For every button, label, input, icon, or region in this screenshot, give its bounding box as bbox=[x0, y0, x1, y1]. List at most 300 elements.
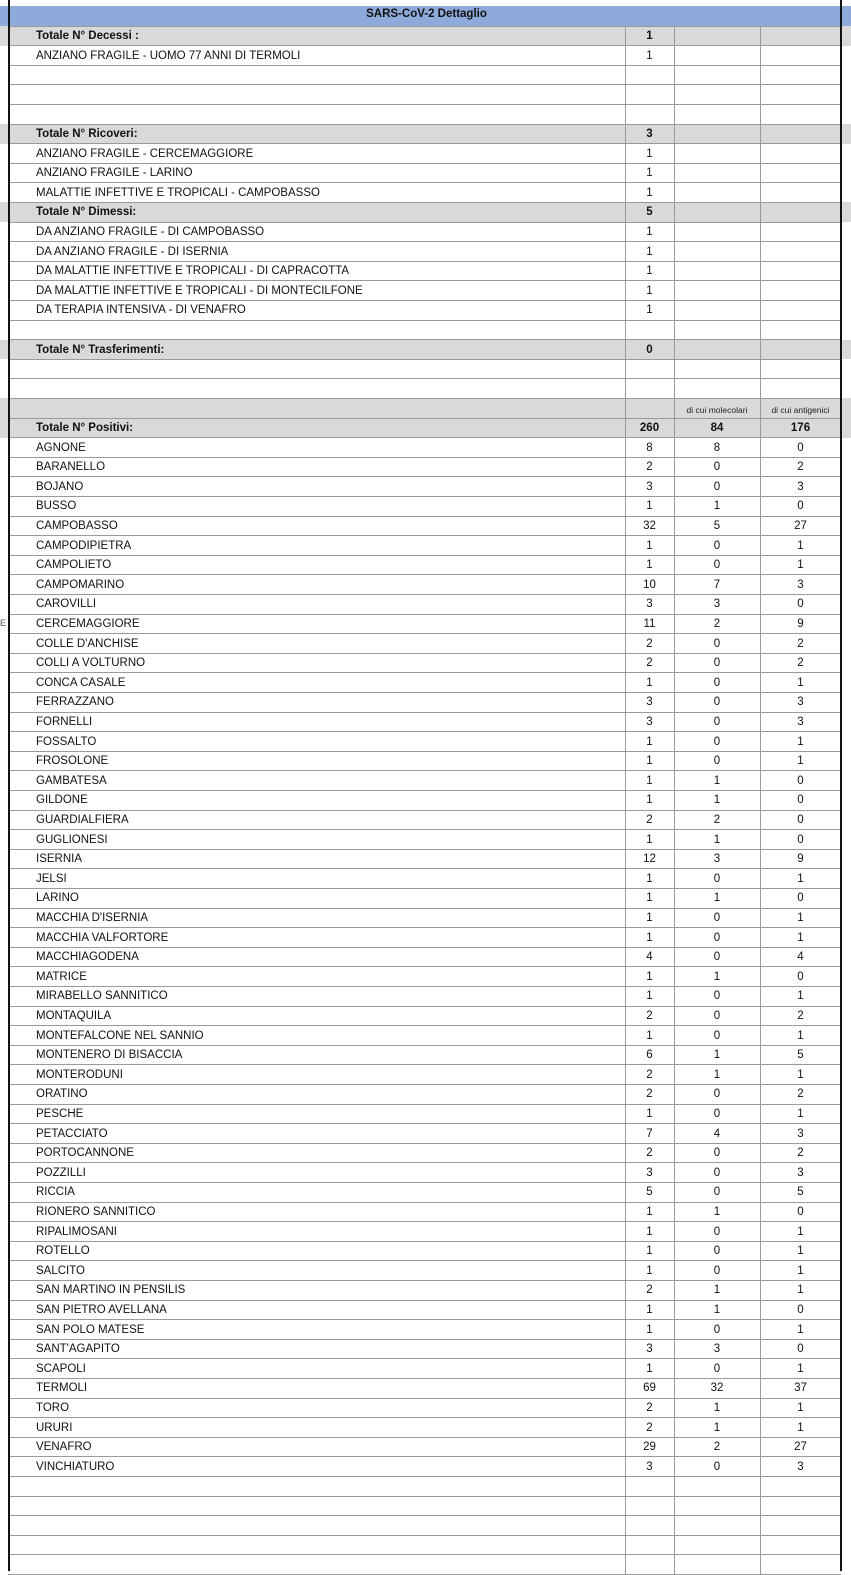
molecular-count: 1 bbox=[713, 1304, 721, 1316]
molecular-count: 0 bbox=[713, 735, 721, 748]
molecular-column-header: di cui molecolari bbox=[686, 405, 748, 416]
positives-count: 1 bbox=[646, 912, 653, 924]
hospitalized-row-count: 1 bbox=[646, 186, 653, 199]
molecular-count: 3 bbox=[713, 1343, 721, 1356]
molecular-count: 0 bbox=[713, 716, 721, 728]
row-divider bbox=[8, 202, 841, 203]
molecular-count: 1 bbox=[713, 1284, 721, 1297]
antigenic-count: 0 bbox=[797, 1304, 804, 1316]
row-divider bbox=[8, 653, 841, 654]
molecular-count: 2 bbox=[713, 814, 721, 826]
row-divider bbox=[8, 496, 841, 497]
row-divider bbox=[8, 437, 841, 438]
antigenic-count: 1 bbox=[797, 676, 804, 689]
molecular-count: 0 bbox=[713, 1264, 721, 1277]
molecular-count: 8 bbox=[713, 441, 721, 454]
row-divider bbox=[8, 1437, 841, 1438]
positives-count: 1 bbox=[646, 539, 653, 552]
municipality-name: CONCA CASALE bbox=[36, 676, 126, 689]
positives-count: 2 bbox=[646, 1088, 653, 1101]
antigenic-count: 0 bbox=[797, 833, 804, 846]
molecular-count: 3 bbox=[713, 598, 721, 611]
positives-count: 29 bbox=[643, 1441, 656, 1454]
row-divider bbox=[8, 163, 841, 164]
antigenic-count: 1 bbox=[797, 912, 804, 924]
molecular-count: 0 bbox=[713, 1186, 721, 1199]
positives-count: 1 bbox=[646, 970, 653, 983]
municipality-name: CERCEMAGGIORE bbox=[36, 618, 140, 630]
molecular-count: 1 bbox=[713, 1049, 721, 1062]
antigenic-count: 5 bbox=[797, 1186, 804, 1199]
municipality-name: MACCHIAGODENA bbox=[36, 951, 139, 964]
positives-count: 3 bbox=[646, 1460, 653, 1473]
antigenic-count: 1 bbox=[797, 1225, 804, 1238]
antigenic-column-header: di cui antigenici bbox=[771, 405, 830, 416]
molecular-count: 1 bbox=[713, 500, 721, 513]
row-divider bbox=[8, 1300, 841, 1301]
row-divider bbox=[8, 829, 841, 830]
positives-count: 2 bbox=[646, 1068, 653, 1081]
positives-count: 1 bbox=[646, 794, 653, 807]
municipality-name: CAMPOLIETO bbox=[36, 559, 112, 572]
positives-count: 1 bbox=[646, 1108, 653, 1120]
molecular-count: 0 bbox=[713, 676, 721, 689]
discharged-row-label: DA MALATTIE INFETTIVE E TROPICALI - DI CAPRACOTTA bbox=[36, 265, 350, 278]
molecular-count: 0 bbox=[713, 657, 721, 670]
discharged-row-label: DA TERAPIA INTENSIVA - DI VENAFRO bbox=[36, 304, 246, 317]
municipality-name: GILDONE bbox=[36, 794, 88, 807]
molecular-count: 0 bbox=[713, 1166, 721, 1179]
positives-count: 1 bbox=[646, 676, 653, 689]
municipality-name: CAMPOMARINO bbox=[36, 578, 125, 591]
positives-count: 1 bbox=[646, 559, 653, 572]
molecular-count: 0 bbox=[713, 990, 721, 1003]
discharged-total-value: 5 bbox=[646, 206, 653, 219]
municipality-name: SALCITO bbox=[36, 1264, 85, 1277]
molecular-count: 1 bbox=[713, 1206, 721, 1218]
molecular-count: 0 bbox=[713, 912, 721, 924]
municipality-name: POZZILLI bbox=[36, 1166, 86, 1179]
row-divider bbox=[8, 1045, 841, 1046]
municipality-name: SANT'AGAPITO bbox=[36, 1343, 120, 1356]
row-divider bbox=[8, 1064, 841, 1065]
municipality-name: TERMOLI bbox=[36, 1382, 88, 1395]
antigenic-count: 1 bbox=[797, 1402, 804, 1414]
discharged-row-count: 1 bbox=[646, 304, 653, 317]
molecular-count: 2 bbox=[713, 1441, 721, 1454]
municipality-name: GUGLIONESI bbox=[36, 833, 108, 846]
positives-count: 6 bbox=[646, 1049, 653, 1062]
positives-count: 1 bbox=[646, 1264, 653, 1277]
molecular-count: 4 bbox=[713, 1127, 721, 1140]
municipality-name: RICCIA bbox=[36, 1186, 75, 1199]
antigenic-count: 2 bbox=[797, 1147, 804, 1160]
molecular-count: 7 bbox=[713, 578, 721, 591]
positives-total-value: 260 bbox=[639, 422, 660, 434]
municipality-name: RIPALIMOSANI bbox=[36, 1225, 117, 1238]
row-divider bbox=[8, 359, 841, 360]
municipality-name: ORATINO bbox=[36, 1088, 88, 1101]
positives-count: 7 bbox=[646, 1127, 653, 1140]
molecular-count: 0 bbox=[713, 872, 721, 885]
antigenic-count: 0 bbox=[797, 892, 804, 905]
row-divider bbox=[8, 633, 841, 634]
municipality-name: SAN PIETRO AVELLANA bbox=[36, 1304, 167, 1316]
row-divider bbox=[8, 1006, 841, 1007]
positives-count: 3 bbox=[646, 598, 653, 611]
molecular-count: 0 bbox=[713, 951, 721, 964]
row-divider bbox=[8, 1554, 841, 1555]
positives-count: 11 bbox=[643, 618, 656, 630]
positives-count: 1 bbox=[646, 931, 653, 944]
discharged-row-label: DA MALATTIE INFETTIVE E TROPICALI - DI MONTECILFONE bbox=[36, 284, 363, 297]
row-divider bbox=[8, 222, 841, 223]
antigenic-count: 2 bbox=[797, 1088, 804, 1101]
hospitalized-row-count: 1 bbox=[646, 147, 653, 160]
antigenic-count: 3 bbox=[797, 716, 804, 728]
row-divider bbox=[8, 182, 841, 183]
deceased-total-label: Totale N° Decessi : bbox=[36, 30, 139, 42]
molecular-count: 1 bbox=[713, 1421, 721, 1434]
row-divider bbox=[8, 712, 841, 713]
row-divider bbox=[8, 457, 841, 458]
sheet-title: SARS-CoV-2 Dettaglio bbox=[366, 8, 487, 20]
row-divider bbox=[8, 1221, 841, 1222]
row-divider bbox=[8, 1084, 841, 1085]
antigenic-count: 3 bbox=[797, 480, 804, 493]
positives-count: 5 bbox=[646, 1186, 653, 1199]
row-divider bbox=[8, 300, 841, 301]
row-divider bbox=[8, 241, 841, 242]
molecular-count: 32 bbox=[710, 1382, 724, 1395]
row-divider bbox=[8, 1162, 841, 1163]
antigenic-count: 1 bbox=[797, 1284, 804, 1297]
discharged-row-count: 1 bbox=[646, 226, 653, 238]
positives-total-antigenic: 176 bbox=[790, 422, 811, 434]
antigenic-count: 9 bbox=[797, 853, 804, 866]
molecular-count: 0 bbox=[713, 1460, 721, 1473]
positives-count: 1 bbox=[646, 990, 653, 1003]
row-divider bbox=[8, 45, 841, 46]
row-divider bbox=[8, 84, 841, 85]
positives-count: 69 bbox=[643, 1382, 656, 1395]
molecular-count: 1 bbox=[713, 1068, 721, 1081]
discharged-row-count: 1 bbox=[646, 245, 653, 258]
row-divider bbox=[8, 692, 841, 693]
positives-count: 2 bbox=[646, 461, 653, 474]
municipality-name: MATRICE bbox=[36, 970, 87, 983]
row-divider bbox=[8, 261, 841, 262]
municipality-name: TORO bbox=[36, 1402, 70, 1414]
row-divider bbox=[8, 124, 841, 125]
row-divider bbox=[8, 1339, 841, 1340]
municipality-name: MONTENERO DI BISACCIA bbox=[36, 1049, 183, 1062]
municipality-name: FERRAZZANO bbox=[36, 696, 114, 709]
municipality-name: LARINO bbox=[36, 892, 79, 905]
municipality-name: JELSI bbox=[36, 872, 67, 885]
antigenic-count: 3 bbox=[797, 1166, 804, 1179]
row-divider bbox=[8, 1515, 841, 1516]
antigenic-count: 2 bbox=[797, 637, 804, 650]
antigenic-count: 1 bbox=[797, 1108, 804, 1120]
municipality-name: GUARDIALFIERA bbox=[36, 814, 129, 826]
antigenic-count: 9 bbox=[797, 618, 804, 630]
positives-count: 2 bbox=[646, 1402, 653, 1414]
antigenic-count: 0 bbox=[797, 441, 804, 454]
positives-count: 1 bbox=[646, 892, 653, 905]
antigenic-count: 2 bbox=[797, 1010, 804, 1022]
row-divider bbox=[8, 516, 841, 517]
row-divider bbox=[8, 1398, 841, 1399]
row-divider bbox=[8, 908, 841, 909]
row-divider bbox=[8, 614, 841, 615]
positives-count: 1 bbox=[646, 755, 653, 768]
hospitalized-row-count: 1 bbox=[646, 167, 653, 180]
hospitalized-row-label: MALATTIE INFETTIVE E TROPICALI - CAMPOBASSO bbox=[36, 186, 320, 199]
municipality-name: BARANELLO bbox=[36, 461, 106, 474]
municipality-name: BUSSO bbox=[36, 500, 77, 513]
antigenic-count: 1 bbox=[797, 559, 804, 572]
positives-count: 1 bbox=[646, 872, 653, 885]
row-divider bbox=[8, 1535, 841, 1536]
municipality-name: VENAFRO bbox=[36, 1441, 92, 1454]
positives-count: 2 bbox=[646, 1284, 653, 1297]
molecular-count: 0 bbox=[713, 1362, 721, 1375]
row-divider bbox=[8, 1378, 841, 1379]
molecular-count: 1 bbox=[713, 1402, 721, 1414]
positives-count: 1 bbox=[646, 774, 653, 787]
row-divider bbox=[8, 1182, 841, 1183]
municipality-name: VINCHIATURO bbox=[36, 1460, 115, 1473]
row-divider bbox=[8, 143, 841, 144]
molecular-count: 0 bbox=[713, 1010, 721, 1022]
row-divider bbox=[8, 104, 841, 105]
row-divider bbox=[8, 1476, 841, 1477]
row-divider bbox=[8, 535, 841, 536]
antigenic-count: 1 bbox=[797, 1421, 804, 1434]
municipality-name: SAN POLO MATESE bbox=[36, 1323, 145, 1336]
antigenic-count: 2 bbox=[797, 461, 804, 474]
municipality-name: GAMBATESA bbox=[36, 774, 107, 787]
antigenic-count: 5 bbox=[797, 1049, 804, 1062]
municipality-name: AGNONE bbox=[36, 441, 86, 454]
positives-count: 1 bbox=[646, 1245, 653, 1258]
molecular-count: 0 bbox=[713, 1323, 721, 1336]
antigenic-count: 1 bbox=[797, 1029, 804, 1042]
antigenic-count: 3 bbox=[797, 578, 804, 591]
municipality-name: CAMPODIPIETRA bbox=[36, 539, 132, 552]
molecular-count: 1 bbox=[713, 970, 721, 983]
row-divider bbox=[8, 26, 841, 27]
positives-count: 2 bbox=[646, 1421, 653, 1434]
municipality-name: SCAPOLI bbox=[36, 1362, 86, 1375]
antigenic-count: 1 bbox=[797, 735, 804, 748]
row-divider bbox=[8, 1456, 841, 1457]
transfers-total-label: Totale N° Trasferimenti: bbox=[36, 343, 165, 356]
antigenic-count: 1 bbox=[797, 1362, 804, 1375]
row-divider bbox=[8, 1319, 841, 1320]
row-divider bbox=[8, 280, 841, 281]
positives-count: 1 bbox=[646, 1304, 653, 1316]
municipality-name: COLLI A VOLTURNO bbox=[36, 657, 146, 670]
antigenic-count: 0 bbox=[797, 1343, 804, 1356]
row-divider bbox=[8, 320, 841, 321]
antigenic-count: 4 bbox=[797, 951, 804, 964]
molecular-count: 0 bbox=[713, 480, 721, 493]
molecular-count: 0 bbox=[713, 1108, 721, 1120]
antigenic-count: 0 bbox=[797, 814, 804, 826]
positives-count: 2 bbox=[646, 1147, 653, 1160]
row-divider bbox=[8, 1143, 841, 1144]
row-divider bbox=[8, 476, 841, 477]
row-divider bbox=[8, 1358, 841, 1359]
transfers-total-value: 0 bbox=[646, 343, 653, 356]
row-divider bbox=[8, 1496, 841, 1497]
antigenic-count: 0 bbox=[797, 1206, 804, 1218]
row-divider bbox=[8, 1104, 841, 1105]
row-divider bbox=[8, 810, 841, 811]
municipality-name: SAN MARTINO IN PENSILIS bbox=[36, 1284, 186, 1297]
antigenic-count: 0 bbox=[797, 598, 804, 611]
antigenic-count: 1 bbox=[797, 539, 804, 552]
antigenic-count: 0 bbox=[797, 774, 804, 787]
antigenic-count: 1 bbox=[797, 1323, 804, 1336]
antigenic-count: 27 bbox=[794, 520, 807, 532]
municipality-name: FROSOLONE bbox=[36, 755, 109, 768]
row-divider bbox=[8, 770, 841, 771]
molecular-count: 1 bbox=[713, 774, 721, 787]
row-divider bbox=[8, 790, 841, 791]
positives-count: 1 bbox=[646, 500, 653, 513]
municipality-name: MACCHIA D'ISERNIA bbox=[36, 912, 149, 924]
molecular-count: 0 bbox=[713, 461, 721, 474]
molecular-count: 0 bbox=[713, 1147, 721, 1160]
row-divider bbox=[8, 849, 841, 850]
positives-count: 2 bbox=[646, 637, 653, 650]
row-divider bbox=[8, 1417, 841, 1418]
positives-count: 3 bbox=[646, 716, 653, 728]
antigenic-count: 1 bbox=[797, 1245, 804, 1258]
deceased-row-count: 1 bbox=[646, 49, 653, 62]
antigenic-count: 3 bbox=[797, 1460, 804, 1473]
antigenic-count: 1 bbox=[797, 990, 804, 1003]
antigenic-count: 1 bbox=[797, 931, 804, 944]
discharged-row-label: DA ANZIANO FRAGILE - DI ISERNIA bbox=[36, 245, 229, 258]
municipality-name: PORTOCANNONE bbox=[36, 1147, 134, 1160]
positives-count: 8 bbox=[646, 441, 653, 454]
positives-count: 2 bbox=[646, 657, 653, 670]
positives-total-molecular: 84 bbox=[710, 422, 724, 434]
antigenic-count: 2 bbox=[797, 657, 804, 670]
municipality-name: RIONERO SANNITICO bbox=[36, 1206, 156, 1218]
hospitalized-total-value: 3 bbox=[646, 128, 653, 140]
hospitalized-row-label: ANZIANO FRAGILE - CERCEMAGGIORE bbox=[36, 147, 254, 160]
municipality-name: MONTEFALCONE NEL SANNIO bbox=[36, 1029, 204, 1042]
molecular-count: 1 bbox=[713, 833, 721, 846]
municipality-name: CAMPOBASSO bbox=[36, 520, 118, 532]
row-divider bbox=[8, 1280, 841, 1281]
row-divider bbox=[8, 574, 841, 575]
row-divider bbox=[8, 378, 841, 379]
row-divider bbox=[8, 65, 841, 66]
deceased-total-value: 1 bbox=[646, 30, 653, 42]
positives-count: 1 bbox=[646, 735, 653, 748]
municipality-name: COLLE D'ANCHISE bbox=[36, 637, 139, 650]
discharged-row-count: 1 bbox=[646, 265, 653, 278]
antigenic-count: 1 bbox=[797, 872, 804, 885]
positives-count: 3 bbox=[646, 1166, 653, 1179]
discharged-row-label: DA ANZIANO FRAGILE - DI CAMPOBASSO bbox=[36, 226, 265, 238]
molecular-count: 1 bbox=[713, 794, 721, 807]
row-divider bbox=[8, 672, 841, 673]
hospitalized-total-label: Totale N° Ricoveri: bbox=[36, 128, 138, 140]
discharged-total-label: Totale N° Dimessi: bbox=[36, 206, 137, 219]
hospitalized-row-label: ANZIANO FRAGILE - LARINO bbox=[36, 167, 193, 180]
municipality-name: FOSSALTO bbox=[36, 735, 97, 748]
row-divider bbox=[8, 1260, 841, 1261]
molecular-count: 0 bbox=[713, 1029, 721, 1042]
row-divider bbox=[8, 1123, 841, 1124]
municipality-name: BOJANO bbox=[36, 480, 84, 493]
molecular-count: 1 bbox=[713, 892, 721, 905]
municipality-name: FORNELLI bbox=[36, 716, 93, 728]
molecular-count: 0 bbox=[713, 755, 721, 768]
positives-count: 12 bbox=[643, 853, 656, 866]
row-divider bbox=[8, 927, 841, 928]
municipality-name: CAROVILLI bbox=[36, 598, 97, 611]
positives-count: 1 bbox=[646, 833, 653, 846]
left-margin-mark: E bbox=[0, 618, 7, 628]
molecular-count: 0 bbox=[713, 1225, 721, 1238]
municipality-name: MONTAQUILA bbox=[36, 1010, 112, 1022]
antigenic-count: 0 bbox=[797, 970, 804, 983]
antigenic-count: 1 bbox=[797, 1264, 804, 1277]
row-divider bbox=[8, 888, 841, 889]
row-divider bbox=[8, 418, 841, 419]
molecular-count: 0 bbox=[713, 931, 721, 944]
positives-count: 1 bbox=[646, 1029, 653, 1042]
positives-count: 1 bbox=[646, 1206, 653, 1218]
discharged-row-count: 1 bbox=[646, 284, 653, 297]
antigenic-count: 1 bbox=[797, 1068, 804, 1081]
municipality-name: ROTELLO bbox=[36, 1245, 90, 1258]
antigenic-count: 0 bbox=[797, 500, 804, 513]
row-divider bbox=[8, 947, 841, 948]
municipality-name: ISERNIA bbox=[36, 853, 83, 866]
positives-count: 3 bbox=[646, 696, 653, 709]
positives-count: 1 bbox=[646, 1323, 653, 1336]
municipality-name: PETACCIATO bbox=[36, 1127, 108, 1140]
row-divider bbox=[8, 731, 841, 732]
municipality-name: MIRABELLO SANNITICO bbox=[36, 990, 168, 1003]
row-divider bbox=[8, 398, 841, 399]
row-divider bbox=[8, 751, 841, 752]
antigenic-count: 3 bbox=[797, 1127, 804, 1140]
antigenic-count: 0 bbox=[797, 794, 804, 807]
positives-count: 10 bbox=[643, 578, 656, 591]
positives-count: 3 bbox=[646, 480, 653, 493]
municipality-name: URURI bbox=[36, 1421, 73, 1434]
molecular-count: 0 bbox=[713, 559, 721, 572]
molecular-count: 3 bbox=[713, 853, 721, 866]
municipality-name: MACCHIA VALFORTORE bbox=[36, 931, 169, 944]
positives-count: 4 bbox=[646, 951, 653, 964]
row-divider bbox=[8, 555, 841, 556]
antigenic-count: 37 bbox=[794, 1382, 807, 1395]
row-divider bbox=[8, 1025, 841, 1026]
antigenic-count: 27 bbox=[794, 1441, 807, 1454]
molecular-count: 2 bbox=[713, 618, 721, 630]
